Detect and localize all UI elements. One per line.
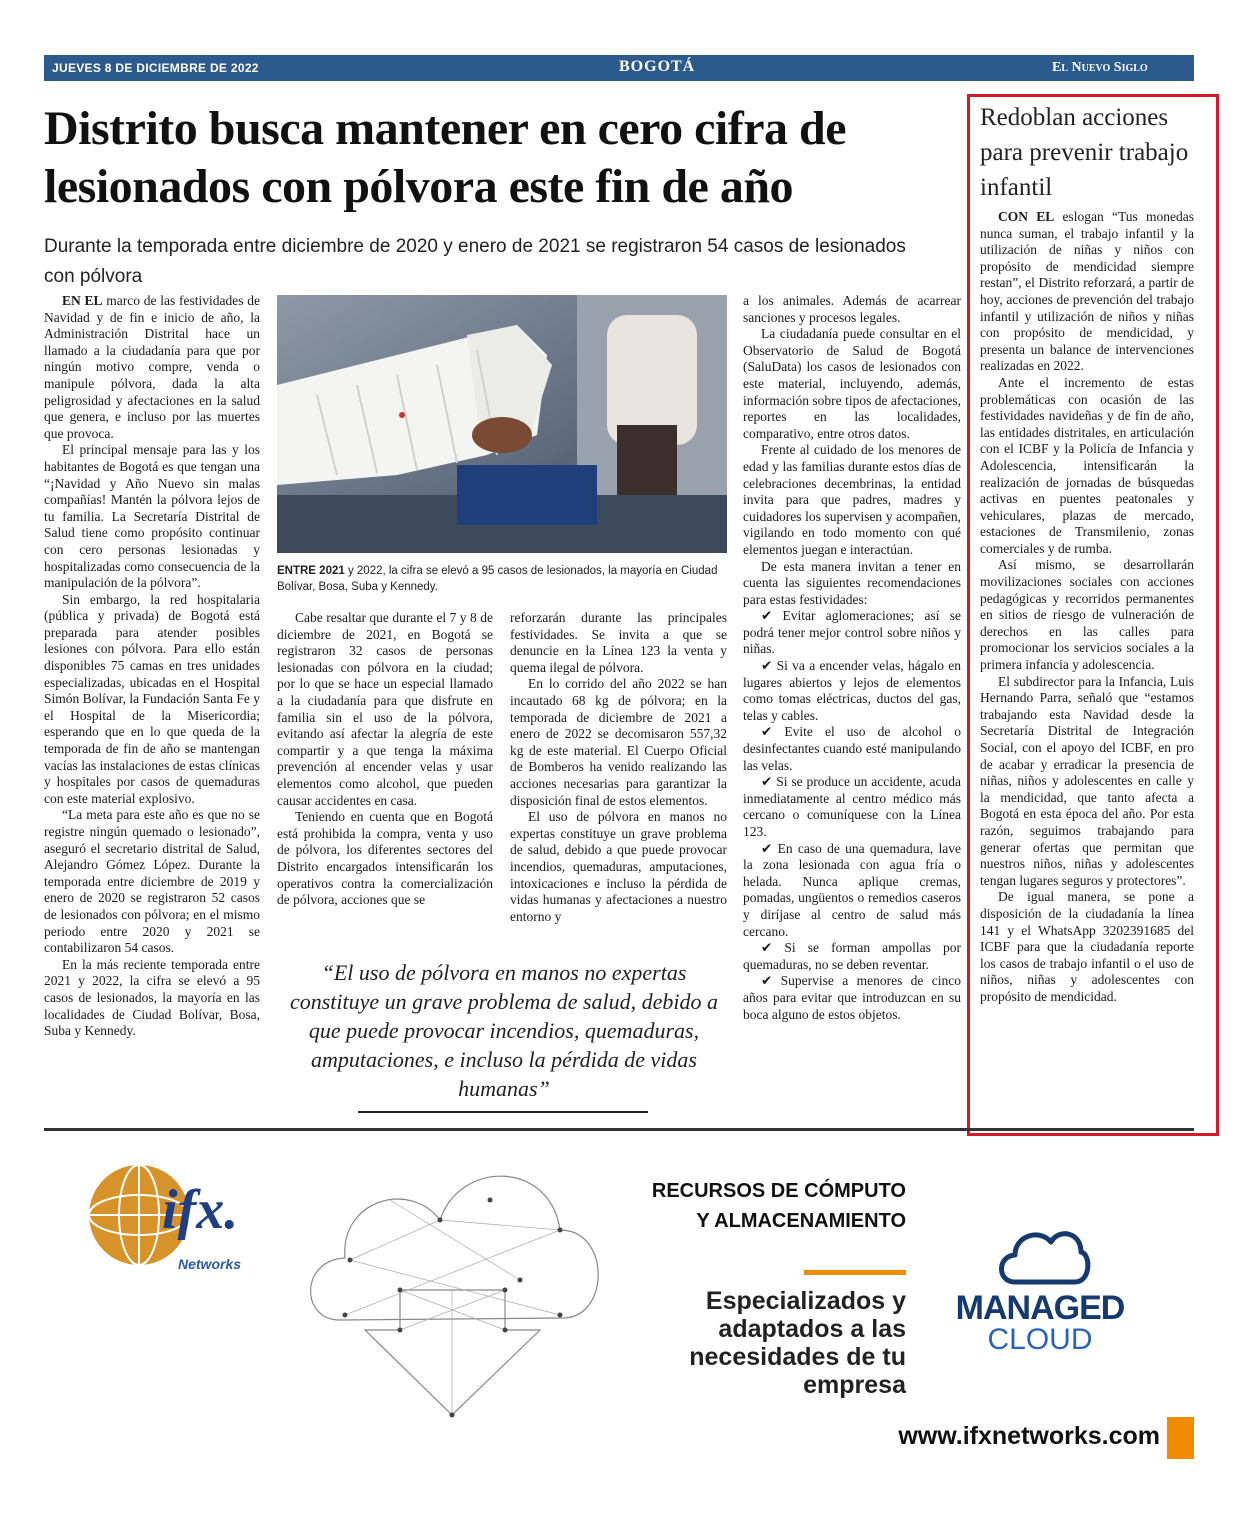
sidebar-title: Redoblan acciones para prevenir trabajo infantil <box>980 104 1189 201</box>
paragraph: En la más reciente temporada entre 2021 y 2022, la cifra se elevó a 95 casos de lesionados, la mayoría en las localidades de Ciudad Bolívar, Bosa, Suba y Kennedy. <box>44 956 260 1039</box>
recommendation-item: ✔ Si va a encender velas, hágalo en lugares abiertos y lejos de elementos como tomas eléctricas, ductos del gas, telas y cables. <box>743 658 961 723</box>
article-subheadline: Durante la temporada entre diciembre de 2020 y enero de 2021 se registraron 54 casos de lesionados con pólvora <box>44 236 906 287</box>
article-column-1 <box>44 293 260 1040</box>
paragraph: “La meta para este año es que no se registre ningún quemado o lesionado”, aseguró el secretario distrital de Salud, Alejandro Gómez López. Durante la temporada entre diciembre de 2019 y enero de 2020 se registraron 52 casos de lesionados con pólvora; en el mismo periodo entre 2020 y 2021 se contabilizaron 54 casos. <box>44 807 260 956</box>
ad-url[interactable]: www.ifxnetworks.com <box>898 1422 1160 1450</box>
section-divider <box>44 1128 1194 1131</box>
photo-caption: ENTRE 2021 y 2022, la cifra se elevó a 95 casos de lesionados, la mayoría en Ciudad Bolívar, Bosa, Suba y Kennedy. <box>277 565 718 593</box>
article-column-2 <box>277 610 493 909</box>
url-accent-bar <box>1167 1417 1194 1459</box>
ad-accent-bar <box>804 1270 906 1275</box>
paragraph: a los animales. Además de acarrear sanciones y procesos legales. <box>743 293 961 325</box>
paragraph: En lo corrido del año 2022 se han incautado 68 kg de pólvora; en la temporada de diciembre de 2021 a enero de 2022 se decomisaron 557,32 kg de este material. El Cuerpo Oficial de Bomberos ha venido realizando las acciones necesarias para garantizar la disposición final de estos elementos. <box>510 676 727 808</box>
paragraph: De esta manera invitan a tener en cuenta las siguientes recomendaciones para estas festividades: <box>743 558 961 607</box>
paragraph: Sin embargo, la red hospitalaria (pública y privada) de Bogotá está preparada para atender posibles lesiones con pólvora. Para ello están disponibles 75 camas en tres unidades especializadas, ubicadas en el Hospital Simón Bolívar, la Fundación Santa Fe y el Hospital de la Misericordia; esperando que en lo que queda de la temporada de fin de año se mantengan vacías las instalaciones de estas clínicas y hospitales por casos de quemaduras con este material explosivo. <box>44 591 260 806</box>
lead-in: CON EL <box>998 209 1055 224</box>
ifx-logo-subtext: Networks <box>178 1256 242 1272</box>
header-bar <box>44 55 1233 81</box>
lead-in: EN EL <box>62 293 103 308</box>
quote-divider <box>358 1111 648 1113</box>
managed-cloud-line1: MANAGED <box>955 1289 1125 1327</box>
cloud-network-icon <box>290 1140 620 1440</box>
paragraph: Teniendo en cuenta que en Bogotá está prohibida la compra, venta y uso de pólvora, los diferentes sectores del Distrito encargados intensificarán los operativos contra la comercialización de pólvora, acciones que se <box>277 809 493 908</box>
newspaper-name: El Nuevo Siglo <box>1052 60 1148 75</box>
recommendation-item: ✔ Evite el uso de alcohol o desinfectantes cuando esté manipulando las velas. <box>743 724 961 773</box>
article-column-4 <box>743 293 961 1023</box>
paragraph: Así mismo, se desarrollarán movilizaciones sociales con acciones pedagógicas y recorridos permanentes en sitios de riesgo de vulneración de derechos en las calles para promocionar los servicios sociales a la primera infancia y adolescencia. <box>980 557 1194 673</box>
page-number: 5B <box>1211 58 1233 77</box>
pull-quote: “El uso de pólvora en manos no expertas constituye un grave problema de salud, debido a que puede provocar incendios, quemaduras, amputaciones, e incluso la pérdida de vidas humanas” <box>289 960 719 1101</box>
paragraph: El subdirector para la Infancia, Luis Hernando Parra, señaló que “estamos trabajando esta Navidad desde la Secretaría Distrital de Integración Social, con el apoyo del ICBF, en pro de acabar y erradicar la presencia de niñas, niños y adolescentes en calle y la mendicidad, que tanto afecta a Bogotá en esta época del año. Por esta razón, seguimos trabajando para generar ofertas que permitan que nuestros niños, niñas y adolescentes tengan lugares seguros y protectores”. <box>980 673 1194 888</box>
article-headline: Distrito busca mantener en cero cifra de lesionados con pólvora este fin de año <box>44 102 847 213</box>
ifx-logo-text: ifx. <box>162 1179 239 1241</box>
paragraph: Frente al cuidado de los menores de edad y las familias durante estos días de celebraciones decembrinas, la entidad invita para que padres, madres y cuidadores los supervisen y acompañen, vigilando en todo momento con qué elementos juegan e interactúan. <box>743 442 961 557</box>
ad-heading: RECURSOS DE CÓMPUTO Y ALMACENAMIENTO <box>651 1180 906 1232</box>
cloud-outline-icon <box>993 1222 1093 1288</box>
article-column-3 <box>510 610 727 925</box>
issue-date: JUEVES 8 DE DICIEMBRE DE 2022 <box>52 61 259 75</box>
recommendation-item: ✔ Supervise a menores de cinco años para evitar que introduzcan en su boca alguno de estos objetos. <box>743 973 961 1022</box>
ad-tagline: Especializados y adaptados a las necesidades de tu empresa <box>689 1287 906 1399</box>
paragraph: EN EL marco de las festividades de Navidad y de fin e inicio de año, la Administración Distrital hace un llamado a la ciudadanía para que por ningún motivo compre, venda o manipule pólvora, dada la alta peligrosidad y afectaciones en la salud que genera, e incluso por las muertes que provoca. <box>44 293 261 441</box>
paragraph: La ciudadanía puede consultar en el Observatorio de Salud de Bogotá (SaluData) los casos de lesionados con este material, incluyendo, además, información sobre tipos de afectaciones, reportes en las localidades, comparativo, entre otros datos. <box>743 326 961 441</box>
recommendation-item: ✔ Si se forman ampollas por quemaduras, no se deben reventar. <box>743 940 961 972</box>
paragraph: Cabe resaltar que durante el 7 y 8 de diciembre de 2021, en Bogotá se registraron 32 casos de personas lesionadas con pólvora en la ciudad; por lo que se hace un especial llamado a la ciudadanía para que disfrute en familia sin el uso de la pólvora, evitando así afectar la alegría de este compartir y a que tenga la máxima prevención al encender velas y usar elementos como alcohol, que pueden causar accidentes en casa. <box>277 610 493 808</box>
bandaged-hand-photo <box>277 295 727 553</box>
recommendation-item: ✔ Si se produce un accidente, acuda inmediatamente al centro médico más cercano o comuníquese con la Línea 123. <box>743 774 961 839</box>
paragraph: Ante el incremento de estas problemáticas con ocasión de las festividades navideñas y de fin de año, las entidades distritales, en articulación con el ICBF y la Policía de Infancia y Adolescencia, intensificarán la realización de jornadas de búsquedas activas en puentes peatonales y vehiculares, plazas de mercado, estaciones de Transmilenio, zonas comerciales y de rumba. <box>980 374 1194 556</box>
paragraph: De igual manera, se pone a disposición de la ciudadanía la línea 141 y el WhatsApp 3202391685 del ICBF para que la ciudadanía reporte los casos de trabajo infantil o el uso de niños, niñas y adolescentes con propósito de mendicidad. <box>980 889 1194 1004</box>
paragraph: El uso de pólvora en manos no expertas constituye un grave problema de salud, debido a que puede provocar incendios, quemaduras, amputaciones, intoxicaciones e incluso la pérdida de vidas humanas y afectaciones a nuestro entorno y <box>510 809 727 924</box>
article-photo <box>277 295 727 553</box>
managed-cloud-line2: CLOUD <box>987 1323 1093 1356</box>
paragraph: El principal mensaje para las y los habitantes de Bogotá es que tengan una “¡Navidad y Año Nuevo sin malas compañías! Mantén la pólvora lejos de tu familia. La Secretaría Distrital de Salud tiene como propósito continuar con cero personas lesionadas y hospitalizadas como consecuencia de la manipulación de la pólvora”. <box>44 442 260 591</box>
section-name: BOGOTÁ <box>619 58 696 75</box>
paragraph: CON EL eslogan “Tus monedas nunca suman, el trabajo infantil y la utilización de niñas y niños con propósito de mendicidad siempre restan”, el Distrito reforzará, a partir de hoy, acciones de prevención del trabajo infantil y utilización de niños y niñas con propósito de mendicidad, y presenta un balance de intervenciones realizadas en 2022. <box>980 209 1195 374</box>
recommendation-item: ✔ Evitar aglomeraciones; así se podrá tener mejor control sobre niños y niñas. <box>743 608 961 657</box>
sidebar-body <box>980 209 1194 1006</box>
recommendation-item: ✔ En caso de una quemadura, lave la zona lesionada con agua fría o helada. Nunca aplique cremas, pomadas, ungüentos o remedios caseros y diríjase al centro de salud más cercano. <box>743 840 961 939</box>
paragraph: reforzarán durante las principales festividades. Se invita a que se denuncie en la Línea 123 la venta y quema ilegal de pólvora. <box>510 610 727 675</box>
